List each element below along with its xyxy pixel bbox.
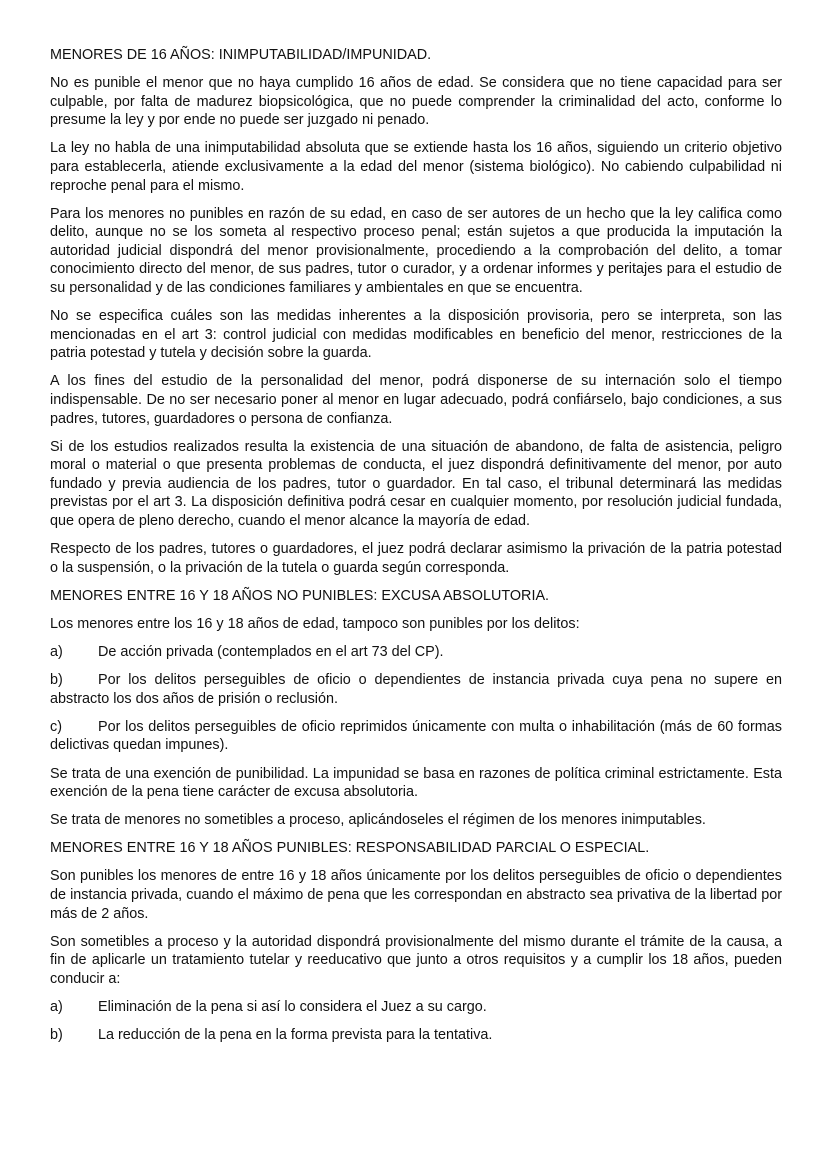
body-paragraph: Son sometibles a proceso y la autoridad dispondrá provisionalmente del mismo durante el trámite de la causa, a fin de aplicarle un tratamiento tutelar y reeducativo que junto a otros requisitos y a cumplir los 18 años, pueden conducir a:: [50, 933, 782, 987]
list-item: [50, 998, 782, 1017]
list-marker: a): [50, 644, 63, 661]
section-heading: MENORES ENTRE 16 Y 18 AÑOS PUNIBLES: RESPONSABILIDAD PARCIAL O ESPECIAL.: [50, 840, 650, 857]
body-paragraph: No se especifica cuáles son las medidas inherentes a la disposición provisoria, pero se interpreta, son las mencionadas en el art 3: control judicial con medidas modificables en beneficio del menor, restricciones de la patria potestad y tutela y decisión sobre la guarda.: [50, 308, 782, 362]
body-paragraph: La ley no habla de una inimputabilidad absoluta que se extiende hasta los 16 años, siguiendo un criterio objetivo para establecerla, atiende exclusivamente a la edad del menor (sistema biológico). No cabiendo culpabilidad ni reproche penal para el mismo.: [50, 140, 782, 194]
list-item-text: Eliminación de la pena si así lo considera el Juez a su cargo.: [98, 998, 487, 1015]
list-item-text: De acción privada (contemplados en el art 73 del CP).: [98, 644, 444, 661]
body-paragraph: Para los menores no punibles en razón de su edad, en caso de ser autores de un hecho que la ley califica como delito, aunque no se los someta al respectivo proceso penal; están sujetos a que producida la imputación la autoridad judicial dispondrá del menor provisionalmente, procediendo a la comprobación del delito, a tomar conocimiento directo del menor, de sus padres, tutor o curador, y a ordenar informes y peritajes para el estudio de su personalidad y de las condiciones familiares y ambientales en que se encuentra.: [50, 205, 782, 297]
body-paragraph: Se trata de menores no sometibles a proceso, aplicándoseles el régimen de los menores inimputables.: [50, 812, 706, 829]
list-item-text: Por los delitos perseguibles de oficio o dependientes de instancia privada cuya pena no supere en abstracto los dos años de prisión o reclusión.: [50, 672, 782, 707]
list-marker: c): [50, 718, 62, 735]
body-paragraph: Son punibles los menores de entre 16 y 18 años únicamente por los delitos perseguibles de oficio o dependientes de instancia privada, cuando el máximo de pena que les correspondan en abstracto sea privativa de la libertad por más de 2 años.: [50, 868, 782, 922]
list-item: [50, 671, 782, 708]
list-item: [50, 1026, 782, 1045]
body-paragraph: Los menores entre los 16 y 18 años de edad, tampoco son punibles por los delitos:: [50, 615, 580, 632]
body-paragraph: A los fines del estudio de la personalidad del menor, podrá disponerse de su internación solo el tiempo indispensable. De no ser necesario poner al menor en lugar adecuado, podrá confiárselo, bajo condiciones, a sus padres, tutores, guardadores o persona de confianza.: [50, 373, 782, 427]
body-paragraph: Respecto de los padres, tutores o guardadores, el juez podrá declarar asimismo la privación de la patria potestad o la suspensión, o la privación de la tutela o guarda según corresponda.: [50, 541, 782, 576]
document-body: [50, 46, 782, 1045]
body-paragraph: No es punible el menor que no haya cumplido 16 años de edad. Se considera que no tiene capacidad para ser culpable, por falta de madurez biopsicológica, que no puede comprender la criminalidad del acto, conforme lo presume la ley y por ende no puede ser juzgado ni penado.: [50, 75, 782, 129]
section-heading: MENORES ENTRE 16 Y 18 AÑOS NO PUNIBLES: EXCUSA ABSOLUTORIA.: [50, 587, 550, 604]
body-paragraph: Si de los estudios realizados resulta la existencia de una situación de abandono, de falta de asistencia, peligro moral o material o que presenta problemas de conducta, el juez dispondrá definitivamente del menor, por auto fundado y previa audiencia de los padres, tutor o guardador. En tal caso, el tribunal determinará las medidas previstas por el art 3. La disposición definitiva podrá cesar en cualquier momento, por resolución judicial fundada, que opera de pleno derecho, cuando el menor alcance la mayoría de edad.: [50, 438, 782, 530]
section-heading: MENORES DE 16 AÑOS: INIMPUTABILIDAD/IMPUNIDAD.: [50, 47, 432, 63]
list-marker: b): [50, 1027, 63, 1044]
list-item: [50, 718, 782, 755]
body-paragraph: Se trata de una exención de punibilidad. La impunidad se basa en razones de política criminal estrictamente. Esta exención de la pena tiene carácter de excusa absolutoria.: [50, 765, 782, 801]
list-item: [50, 643, 782, 662]
list-marker: b): [50, 672, 63, 689]
list-marker: a): [50, 998, 63, 1015]
list-item-text: Por los delitos perseguibles de oficio reprimidos únicamente con multa o inhabilitación (más de 60 formas delictivas quedan impunes).: [50, 718, 782, 754]
list-item-text: La reducción de la pena en la forma prevista para la tentativa.: [98, 1027, 493, 1044]
